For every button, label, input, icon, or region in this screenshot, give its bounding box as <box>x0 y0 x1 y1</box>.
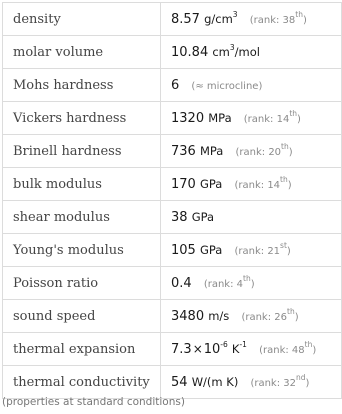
property-value <box>161 234 342 267</box>
property-name: sound speed <box>3 300 161 333</box>
power-base: 10 <box>203 341 221 357</box>
property-value <box>161 300 342 333</box>
rank-note <box>234 174 292 191</box>
rank-note <box>249 9 307 26</box>
rank-close: ) <box>302 14 307 26</box>
rank-note <box>234 240 291 257</box>
rank-text: (rank: 21 <box>234 245 281 257</box>
value-unit: GPa <box>199 176 223 191</box>
rank-ordinal: th <box>295 9 303 19</box>
table-row <box>3 366 342 399</box>
value-unit <box>204 9 238 26</box>
value-number: 105 <box>171 242 196 258</box>
rank-text: (rank: 4 <box>203 278 244 290</box>
rank-text: (rank: 38 <box>249 14 296 26</box>
rank-close: ) <box>288 146 293 158</box>
property-name: thermal expansion <box>3 333 161 366</box>
rank-note <box>259 339 317 356</box>
value-number: 170 <box>171 176 196 192</box>
value-unit <box>231 339 247 356</box>
unit-tail: /mol <box>234 44 260 59</box>
value-number: 54 <box>171 374 188 390</box>
property-name: Vickers hardness <box>3 102 161 135</box>
rank-close: ) <box>312 344 317 356</box>
unit-text: K <box>231 341 240 356</box>
rank-ordinal: th <box>304 339 313 349</box>
property-name: Poisson ratio <box>3 267 161 300</box>
property-name: Young's modulus <box>3 234 161 267</box>
value-unit: m/s <box>208 308 230 323</box>
value-number: 10.84 <box>171 44 209 60</box>
comparison-note: (≈ microcline) <box>191 80 263 92</box>
rank-ordinal: nd <box>296 372 306 382</box>
unit-exponent: -1 <box>239 339 247 349</box>
rank-text: (rank: 32 <box>250 377 296 389</box>
rank-close: ) <box>305 377 310 389</box>
table-row <box>3 267 342 300</box>
property-value <box>161 102 342 135</box>
property-name: density <box>3 3 161 36</box>
rank-text: (rank: 20 <box>235 146 282 158</box>
table-row <box>3 333 342 366</box>
value-unit: GPa <box>199 242 223 257</box>
value-unit: W/(m K) <box>191 374 239 389</box>
rank-close: ) <box>287 179 292 191</box>
rank-close: ) <box>286 245 291 257</box>
property-value <box>161 69 342 102</box>
value-number <box>171 339 228 357</box>
unit-exponent: 3 <box>229 42 235 52</box>
unit-text: g/cm <box>204 11 233 26</box>
table-row <box>3 234 342 267</box>
property-value <box>161 3 342 36</box>
property-name: thermal conductivity <box>3 366 161 399</box>
value-unit: MPa <box>199 143 224 158</box>
table-row <box>3 102 342 135</box>
property-name: Brinell hardness <box>3 135 161 168</box>
table-row <box>3 69 342 102</box>
property-name: Mohs hardness <box>3 69 161 102</box>
table-row <box>3 168 342 201</box>
rank-close: ) <box>294 311 299 323</box>
table-row <box>3 135 342 168</box>
value-number: 736 <box>171 143 196 159</box>
rank-close: ) <box>297 113 301 125</box>
rank-text: (rank: 14 <box>234 179 281 191</box>
table-row <box>3 36 342 69</box>
property-value <box>161 201 342 234</box>
unit-exponent: 3 <box>232 9 238 19</box>
property-name: molar volume <box>3 36 161 69</box>
property-value <box>161 36 342 69</box>
mantissa: 7.3 <box>171 341 192 357</box>
property-value <box>161 168 342 201</box>
value-number: 6 <box>171 77 180 93</box>
rank-close: ) <box>250 278 255 290</box>
rank-ordinal: th <box>281 141 289 151</box>
property-value <box>161 267 342 300</box>
property-value <box>161 366 342 399</box>
value-unit <box>212 42 260 59</box>
rank-ordinal: th <box>289 108 298 118</box>
property-name: bulk modulus <box>3 168 161 201</box>
rank-ordinal: th <box>287 306 295 316</box>
footnote: (properties at standard conditions) <box>2 396 185 408</box>
property-value <box>161 135 342 168</box>
table-row <box>3 201 342 234</box>
rank-text: (rank: 26 <box>241 311 287 323</box>
property-name: shear modulus <box>3 201 161 234</box>
value-number: 0.4 <box>171 275 192 291</box>
rank-text: (rank: 48 <box>259 344 305 356</box>
table-row <box>3 300 342 333</box>
unit-text: cm <box>212 44 230 59</box>
table-row <box>3 3 342 36</box>
rank-note <box>241 306 299 323</box>
power-exponent: -6 <box>220 339 228 349</box>
rank-note <box>243 108 301 125</box>
value-unit: MPa <box>208 110 232 125</box>
property-value <box>161 333 342 366</box>
value-unit: GPa <box>191 209 215 224</box>
rank-note <box>203 273 255 290</box>
rank-ordinal: th <box>280 174 288 184</box>
rank-note <box>235 141 293 158</box>
rank-ordinal: th <box>243 273 251 283</box>
rank-note <box>250 372 310 389</box>
properties-table <box>2 2 342 399</box>
rank-text: (rank: 14 <box>243 113 290 125</box>
value-number: 8.57 <box>171 11 200 27</box>
rank-ordinal: st <box>280 240 287 250</box>
value-number: 3480 <box>171 308 205 324</box>
value-number: 1320 <box>171 110 205 126</box>
value-number: 38 <box>171 209 188 225</box>
times-sign: × <box>192 341 203 356</box>
